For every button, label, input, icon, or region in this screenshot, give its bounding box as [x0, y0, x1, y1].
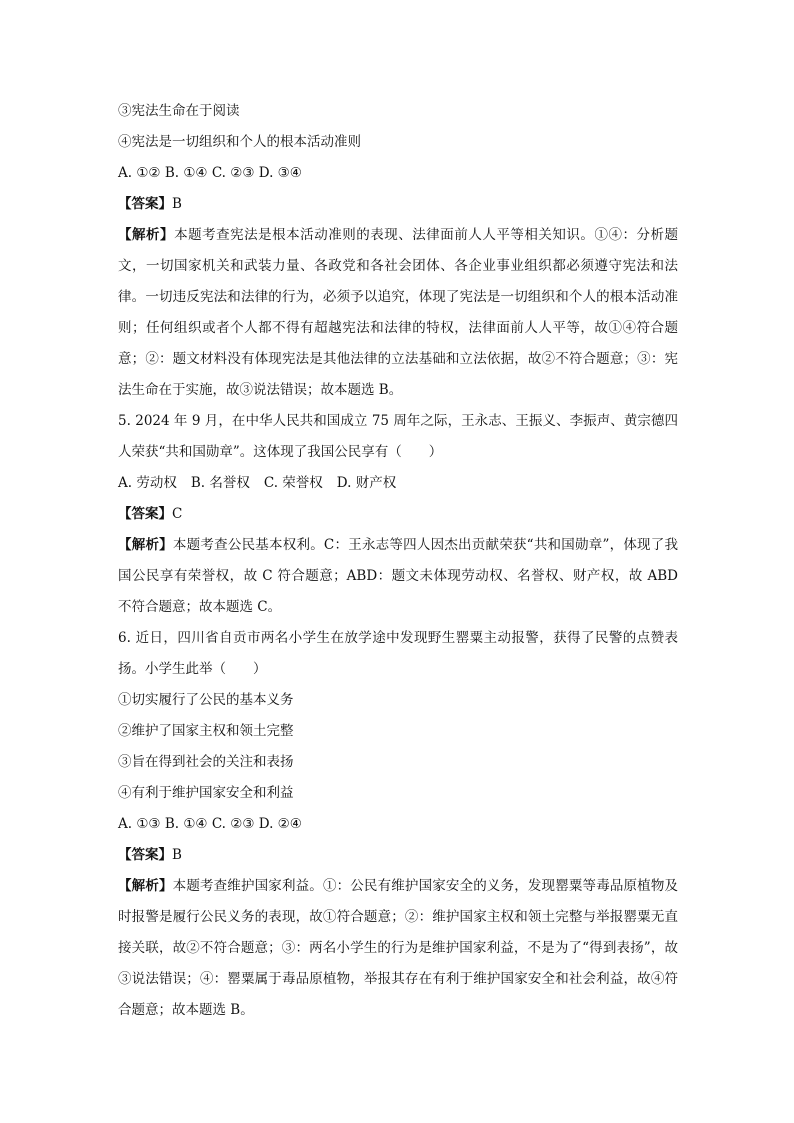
- answer-tag: 【答案】: [118, 847, 172, 863]
- q6-statement-2: ②维护了国家主权和领土完整: [118, 723, 294, 739]
- answer-value: B: [172, 196, 182, 212]
- q5-option-a: A. 劳动权: [118, 475, 177, 491]
- analysis-text: 本题考查宪法是根本活动准则的表现、法律面前人人平等相关知识。①④：分析题文，一切国家机关和武装力量、各政党和各社会团体、各企业事业组织都必须遵守宪法和法律。一切违反宪法和法律的行为，必须予以追究，体现了宪法是一切组织和个人的根本活动准则；任何组织或者个人都不得有超越宪法和法律的特权，法律面前人人平等，故①④符合题意；②：题文材料没有体现宪法是其他法律的立法基础和立法依据，故②不符合题意；③：宪法生命在于实施，故③说法错误；故本题选 B。: [118, 227, 679, 398]
- q4-options: A. ①② B. ①④ C. ②③ D. ③④: [118, 165, 302, 181]
- q6-statement-4: ④有利于维护国家安全和利益: [118, 785, 294, 801]
- q5-stem: 5. 2024 年 9 月，在中华人民共和国成立 75 周年之际，王永志、王振义、李振声、黄宗德四人荣获“共和国勋章”。这体现了我国公民享有（ ）: [118, 413, 678, 460]
- q4-answer: [118, 189, 678, 220]
- analysis-text: 本题考查公民基本权利。C：王永志等四人因杰出贡献荣获“共和国勋章”，体现了我国公民享有荣誉权，故 C 符合题意；ABD：题文未体现劳动权、名誉权、财产权，故 ABD 不符合题意；故本题选 C。: [118, 537, 678, 615]
- answer-tag: 【答案】: [118, 506, 172, 522]
- q6-statement-3: ③旨在得到社会的关注和表扬: [118, 754, 294, 770]
- q6-answer: [118, 840, 678, 871]
- q5-option-b: B. 名誉权: [190, 475, 250, 491]
- analysis-tag: 【解析】: [118, 537, 173, 553]
- answer-value: C: [172, 506, 183, 522]
- q6-analysis: [118, 871, 678, 1026]
- q5-answer: [118, 499, 678, 530]
- q4-statement-4: ④宪法是一切组织和个人的根本活动准则: [118, 134, 361, 150]
- answer-tag: 【答案】: [118, 196, 172, 212]
- q5-analysis: [118, 530, 678, 623]
- q6-stem: 6. 近日，四川省自贡市两名小学生在放学途中发现野生罂粟主动报警，获得了民警的点赞表扬。小学生此举（ ）: [118, 630, 678, 677]
- q5-option-c: C. 荣誉权: [263, 475, 323, 491]
- analysis-tag: 【解析】: [118, 878, 173, 894]
- page-content: [118, 96, 678, 1026]
- q6-options: A. ①③ B. ①④ C. ②③ D. ②④: [118, 816, 302, 832]
- answer-value: B: [172, 847, 182, 863]
- q4-statement-3: ③宪法生命在于阅读: [118, 103, 240, 119]
- q5-option-d: D. 财产权: [336, 475, 397, 491]
- analysis-tag: 【解析】: [118, 227, 175, 243]
- q4-analysis: [118, 220, 678, 406]
- analysis-text: 本题考查维护国家利益。①：公民有维护国家安全的义务，发现罂粟等毒品原植物及时报警是履行公民义务的表现，故①符合题意；②：维护国家主权和领土完整与举报罂粟无直接关联，故②不符合题意；③：两名小学生的行为是维护国家利益，不是为了“得到表扬”，故③说法错误；④：罂粟属于毒品原植物，举报其存在有利于维护国家安全和社会利益，故④符合题意；故本题选 B。: [118, 878, 679, 1018]
- q5-options: [118, 468, 678, 499]
- q6-statement-1: ①切实履行了公民的基本义务: [118, 692, 294, 708]
